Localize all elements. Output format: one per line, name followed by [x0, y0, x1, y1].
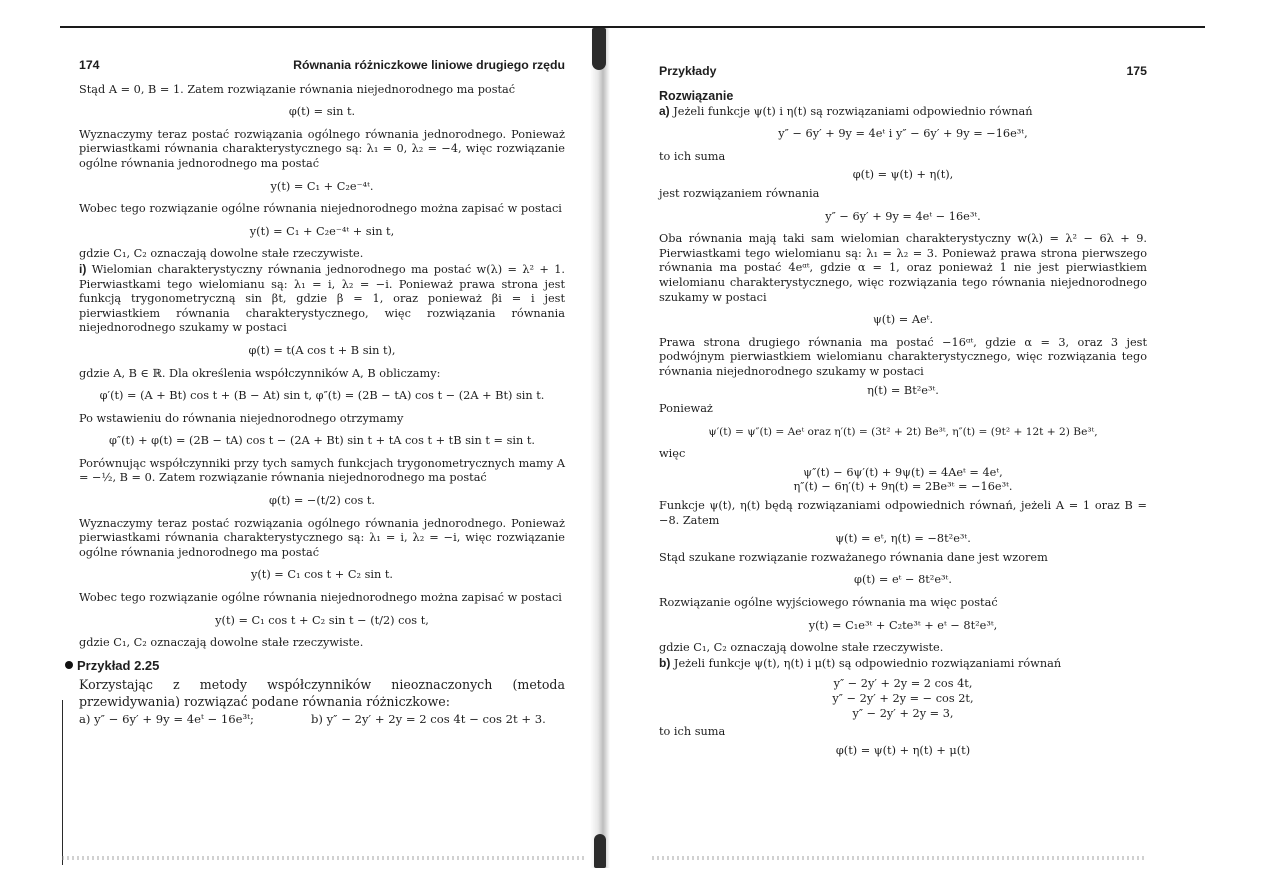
bullet-icon [65, 661, 73, 669]
paragraph: Wyznaczymy teraz postać rozwiązania ogólnego równania jednorodnego. Ponieważ pierwiastkami równania charakterystycznego są: λ₁ = i, λ₂ = −i, więc rozwiązanie ogólne równania jednorodnego ma postać [79, 516, 565, 559]
example-margin-rule [62, 700, 63, 865]
left-page [79, 40, 565, 727]
example-title [65, 659, 565, 674]
section-subtitle: Rozwiązanie [659, 88, 734, 103]
left-page-header [79, 58, 565, 73]
formula: φ(t) = ψ(t) + η(t), [852, 168, 954, 182]
paragraph [79, 262, 565, 336]
formula: y(t) = C₁ + C₂e⁻⁴ᵗ. [270, 179, 374, 193]
formula: ψ″(t) − 6ψ′(t) + 9ψ(t) = 4Aeᵗ = 4eᵗ, [803, 465, 1003, 479]
formula: φ(t) = sin t. [288, 105, 356, 119]
text-line: więc [659, 447, 686, 461]
text-line [659, 656, 1147, 672]
text-line: gdzie A, B ∈ ℝ. Dla określenia współczynników A, B obliczamy: [79, 366, 441, 380]
scan-noise-right [652, 856, 1147, 860]
formula: y(t) = C₁e³ᵗ + C₂te³ᵗ + eᵗ − 8t²e³ᵗ, [808, 618, 998, 632]
gutter-shadow-bottom [594, 834, 606, 868]
gutter-shadow-top [592, 28, 606, 70]
formula: φ(t) = ψ(t) + η(t) + μ(t) [835, 743, 971, 757]
formula: ψ(t) = eᵗ, η(t) = −8t²e³ᵗ. [835, 532, 971, 546]
formula: ψ(t) = Aeᵗ. [872, 313, 934, 327]
text-line: Ponieważ [659, 402, 713, 416]
scan-noise-left [62, 856, 587, 860]
text-line-content: Jeżeli funkcje ψ(t), η(t) i μ(t) są odpowiednio rozwiązaniami równań [673, 656, 1062, 670]
right-page [659, 40, 1147, 762]
text-line: Rozwiązanie ogólne wyjściowego równania ma więc postać [659, 596, 998, 610]
example-part-b: b) y″ − 2y′ + 2y = 2 cos 4t − cos 2t + 3. [311, 712, 546, 727]
paragraph: Porównując współczynniki przy tych samych funkcjach trygonometrycznych mamy A = −½, B = 0. Zatem rozwiązanie równania niejednorodnego ma postać [79, 456, 565, 485]
text-line [659, 104, 1147, 120]
paragraph: Wyznaczymy teraz postać rozwiązania ogólnego równania jednorodnego. Ponieważ pierwiastkami równania charakterystycznego są: λ₁ = 0, λ₂ = −4, więc rozwiązanie ogólne równania jednorodnego ma postać [79, 127, 565, 170]
text-line: gdzie C₁, C₂ oznaczają dowolne stałe rzeczywiste. [79, 247, 364, 261]
formula: η″(t) − 6η′(t) + 9η(t) = 2Be³ᵗ = −16e³ᵗ. [793, 480, 1013, 494]
text-line: Stąd szukane rozwiązanie rozważanego równania dane jest wzorem [659, 550, 1048, 564]
example-part-a: a) y″ − 6y′ + 9y = 4eᵗ − 16e³ᵗ; [79, 712, 254, 727]
text-line: Wobec tego rozwiązanie ogólne równania niejednorodnego można zapisać w postaci [79, 202, 562, 216]
paragraph-text: Wielomian charakterystyczny równania jednorodnego ma postać w(λ) = λ² + 1. Pierwiastkami tego wielomianu są: λ₁ = i, λ₂ = −i. Ponieważ prawa strona jest funkcją trygonometryczną sin βt, gdzie β = 1, oraz ponieważ βi = i jest pierwiastkiem równania charakterystycznego, więc rozwiązania równania niejednorodnego szukamy w postaci [79, 262, 565, 335]
example-title-text: Przykład 2.25 [77, 657, 160, 673]
top-rule [60, 26, 1205, 28]
formula: y(t) = C₁ + C₂e⁻⁴ᵗ + sin t, [249, 224, 395, 238]
text-line: gdzie C₁, C₂ oznaczają dowolne stałe rzeczywiste. [79, 636, 364, 650]
example-body: Korzystając z metody współczynników nieoznaczonych (metoda przewidywania) rozwiązać podane równania różniczkowe: [79, 677, 565, 709]
formula: y(t) = C₁ cos t + C₂ sin t. [250, 568, 394, 582]
text-line: to ich suma [659, 149, 726, 163]
paragraph: Prawa strona drugiego równania ma postać −16ᵅᵗ, gdzie α = 3, oraz 3 jest podwójnym pierwiastkiem wielomianu charakterystycznego, więc rozwiązania tego równania niejednorodnego szukamy w postaci [659, 335, 1147, 378]
right-page-header [659, 56, 1147, 79]
paragraph: Funkcje ψ(t), η(t) będą rozwiązaniami odpowiednich równań, jeżeli A = 1 oraz B = −8. Zatem [659, 499, 1147, 527]
formula: y″ − 2y′ + 2y = 2 cos 4t, [833, 677, 973, 691]
text-line: gdzie C₁, C₂ oznaczają dowolne stałe rzeczywiste. [659, 641, 944, 655]
formula: φ(t) = −(t/2) cos t. [269, 494, 375, 508]
formula: y″ − 6y′ + 9y = 4eᵗ − 16e³ᵗ. [825, 209, 981, 223]
formula: φ(t) = t(A cos t + B sin t), [248, 343, 396, 357]
formula: φ′(t) = (A + Bt) cos t + (B − At) sin t, φ″(t) = (2B − tA) cos t − (2A + Bt) sin t. [99, 389, 545, 403]
formula: η(t) = Bt²e³ᵗ. [867, 383, 939, 397]
text-line: Wobec tego rozwiązanie ogólne równania niejednorodnego można zapisać w postaci [79, 591, 562, 605]
item-label: a) [659, 103, 670, 118]
text-line-content: Jeżeli funkcje ψ(t) i η(t) są rozwiązaniami odpowiednio równań [673, 104, 1033, 118]
running-title: Równania różniczkowe liniowe drugiego rzędu [293, 58, 565, 72]
item-label: i) [79, 261, 87, 276]
page-number: 175 [1126, 64, 1147, 78]
formula: y″ − 2y′ + 2y = − cos 2t, [832, 692, 974, 705]
page-number: 174 [79, 58, 100, 72]
book-gutter [590, 28, 610, 868]
text-line: to ich suma [659, 725, 726, 739]
formula: y(t) = C₁ cos t + C₂ sin t − (t/2) cos t, [215, 613, 429, 627]
formula: y″ − 2y′ + 2y = 3, [852, 706, 954, 720]
text-line: Stąd A = 0, B = 1. Zatem rozwiązanie równania niejednorodnego ma postać [79, 82, 516, 96]
example-box [79, 659, 565, 727]
formula: φ(t) = eᵗ − 8t²e³ᵗ. [854, 573, 952, 587]
text-line: Po wstawieniu do równania niejednorodnego otrzymamy [79, 411, 404, 425]
running-title: Przykłady [659, 64, 717, 78]
formula: ψ′(t) = ψ″(t) = Aeᵗ oraz η′(t) = (3t² + 2t) Be³ᵗ, η″(t) = (9t² + 12t + 2) Be³ᵗ, [708, 425, 1098, 438]
example-parts [79, 712, 565, 727]
item-label: b) [659, 655, 671, 670]
formula: φ″(t) + φ(t) = (2B − tA) cos t − (2A + Bt) sin t + tA cos t + tB sin t = sin t. [109, 434, 535, 448]
text-line: jest rozwiązaniem równania [659, 186, 820, 200]
paragraph: Oba równania mają taki sam wielomian charakterystyczny w(λ) = λ² − 6λ + 9. Pierwiastkami tego wielomianu są: λ₁ = λ₂ = 3. Ponieważ prawa strona pierwszego równania ma postać 4eᵅᵗ, gdzie α = 1, oraz ponieważ 1 nie jest pierwiastkiem wielomianu charakterystycznego, więc rozwiązania tego równania niejednorodnego szukamy w postaci [659, 232, 1147, 304]
formula: y″ − 6y′ + 9y = 4eᵗ i y″ − 6y′ + 9y = −16e³ᵗ, [778, 127, 1028, 141]
